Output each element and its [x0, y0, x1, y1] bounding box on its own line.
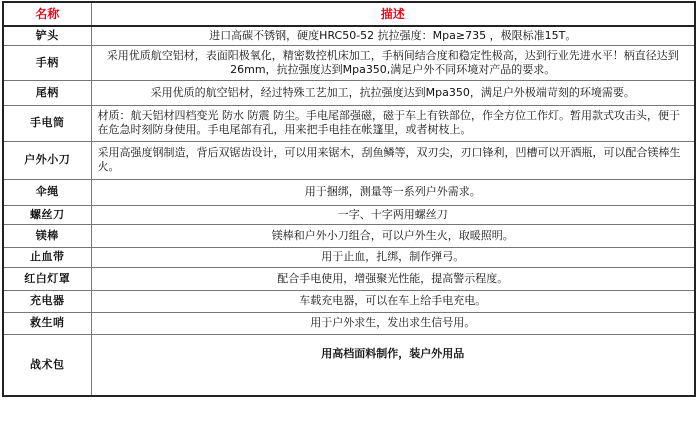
table-row: [3, 290, 695, 312]
row-name: 手柄: [3, 45, 91, 80]
row-name: 铲头: [3, 26, 91, 45]
table-row: [3, 267, 695, 290]
row-desc: 镁棒和户外小刀组合，可以户外生火，取暖照明。: [91, 224, 695, 247]
row-name: 止血带: [3, 247, 91, 267]
table-row: [3, 80, 695, 105]
table-row: [3, 105, 695, 141]
row-name: 救生哨: [3, 312, 91, 334]
row-desc: 用于户外求生，发出求生信号用。: [91, 312, 695, 334]
table-row: [3, 205, 695, 224]
row-name: 手电筒: [3, 105, 91, 141]
row-desc: 用于捆绑，测量等一系列户外需求。: [91, 179, 695, 205]
row-desc: 采用高强度钢制造，背后双锯齿设计，可以用来锯木，刮鱼鳞等，双刃尖，刃口锋利，凹槽可以开酒瓶，可以配合镁棒生火。: [91, 141, 695, 179]
header-name: 名称: [3, 2, 91, 26]
header-description: 描述: [91, 2, 695, 26]
row-name: 户外小刀: [3, 141, 91, 179]
row-name: 充电器: [3, 290, 91, 312]
table-row: [3, 45, 695, 80]
row-desc: 用高档面料制作，装户外用品: [91, 334, 695, 396]
row-desc: 配合手电使用，增强聚光性能，提高警示程度。: [91, 267, 695, 290]
table-row: [3, 224, 695, 247]
row-name: 尾柄: [3, 80, 91, 105]
row-name: 战术包: [3, 334, 91, 396]
table-row: [3, 26, 695, 45]
table-row: [3, 247, 695, 267]
row-desc: 车载充电器，可以在车上给手电充电。: [91, 290, 695, 312]
spec-table: [2, 1, 696, 397]
table-row: [3, 334, 695, 396]
row-desc: 采用优质航空铝材，表面阳极氧化，精密数控机床加工，手柄间结合度和稳定性极高，达到行业先进水平！柄直径达到26mm，抗拉强度达到Mpa350,满足户外不同环境对产品的要求。: [91, 45, 695, 80]
row-desc: 用于止血，扎绑，制作弹弓。: [91, 247, 695, 267]
row-name: 红白灯罩: [3, 267, 91, 290]
row-desc: 进口高碳不锈钢，硬度HRC50-52 抗拉强度：Mpa≥735 ，极限标准15T。: [91, 26, 695, 45]
table-row: [3, 179, 695, 205]
header-row: [3, 2, 695, 26]
row-name: 伞绳: [3, 179, 91, 205]
row-name: 镁棒: [3, 224, 91, 247]
row-desc: 采用优质的航空铝材，经过特殊工艺加工，抗拉强度达到Mpa350，满足户外极端苛刻的环境需要。: [91, 80, 695, 105]
row-desc: 一字、十字两用螺丝刀: [91, 205, 695, 224]
row-desc: 材质：航天铝材四档变光 防水 防震 防尘。手电尾部强磁，磁于车上有铁部位，作全方位工作灯。暂用款式攻击头，便于在危急时刻防身使用。手电尾部有孔，用来把手电挂在帐篷里，或者树枝上。: [91, 105, 695, 141]
table-row: [3, 312, 695, 334]
table-row: [3, 141, 695, 179]
row-name: 螺丝刀: [3, 205, 91, 224]
